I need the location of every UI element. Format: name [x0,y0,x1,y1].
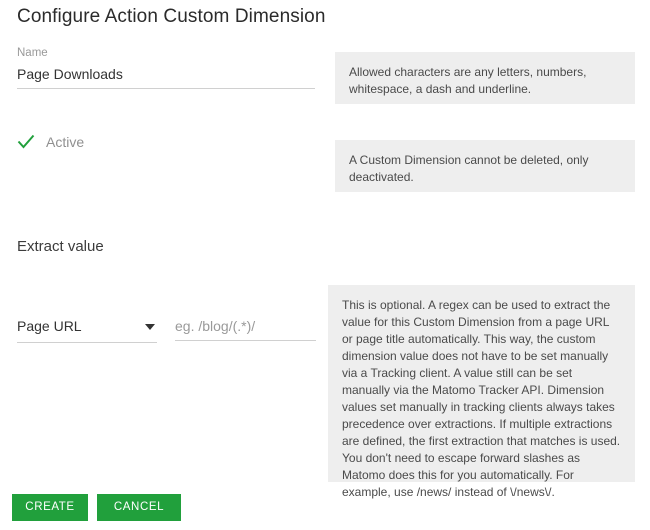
active-help-text: A Custom Dimension cannot be deleted, only deactivated. [335,140,635,192]
check-icon [17,133,35,151]
extract-source-select-value: Page URL [17,318,82,334]
name-field-group [17,47,315,89]
page-title: Configure Action Custom Dimension [17,6,326,27]
extract-regex-field [175,318,316,341]
extract-regex-input[interactable] [175,318,316,340]
cancel-button[interactable]: CANCEL [97,494,181,521]
extract-source-select[interactable] [17,318,157,343]
active-checkbox[interactable] [17,133,84,151]
create-button[interactable]: CREATE [12,494,88,521]
chevron-down-icon [145,324,155,330]
name-input[interactable] [17,64,315,89]
extract-value-heading: Extract value [17,238,104,255]
name-help-text: Allowed characters are any letters, numbers, whitespace, a dash and underline. [335,52,635,104]
name-field-label: Name [17,47,48,59]
extract-help-text: This is optional. A regex can be used to extract the value for this Custom Dimension from a page URL or page title automatically. This way, the custom dimension value does not have to be set manually via a Tracking client. A value still can be set manually via the Matomo Tracker API. Dimension values set manually in tracking clients always takes precedence over extractions. If multiple extractions are defined, the first extraction that matches is used. You don't need to escape forward slashes as Matomo does this for you automatically. For example, use /news/ instead of \/news\/. [328,285,635,482]
active-checkbox-label: Active [46,134,85,150]
